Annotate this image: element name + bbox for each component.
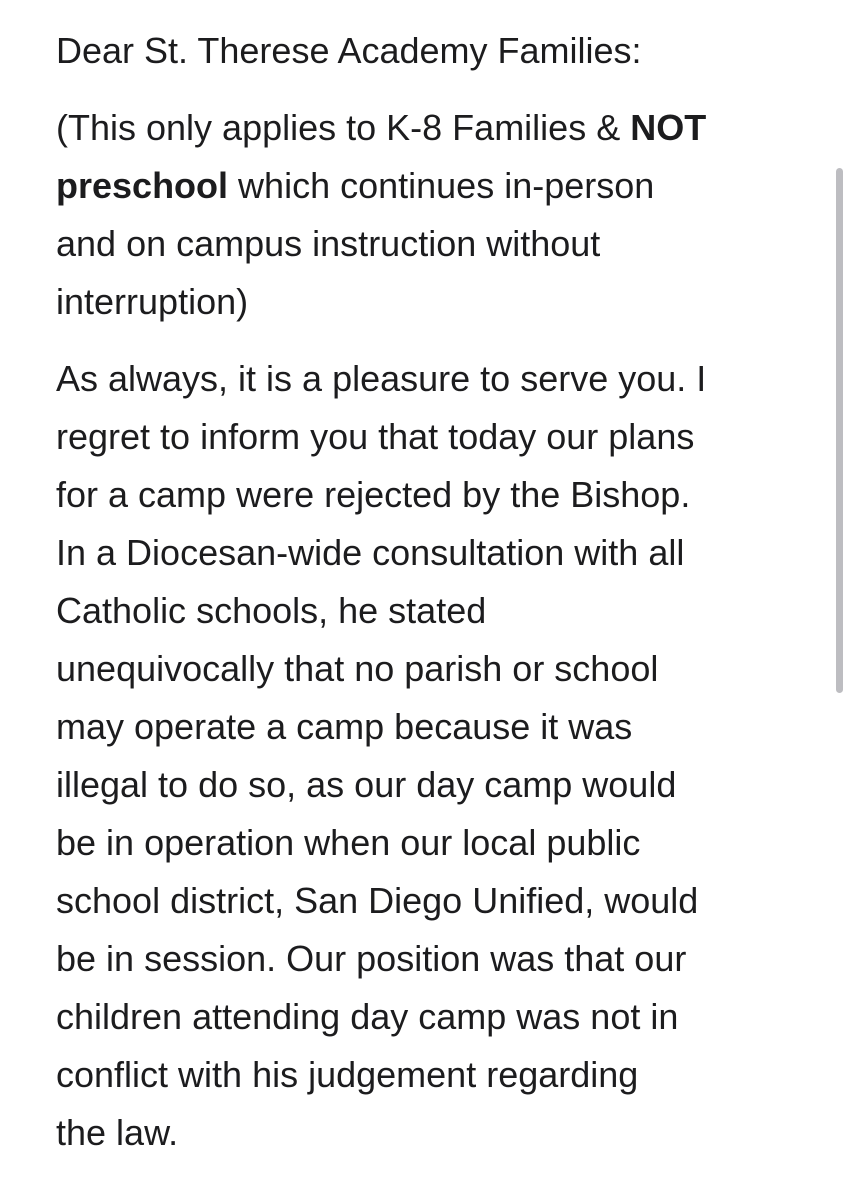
paragraph-line: and on campus instruction without — [56, 223, 601, 264]
paragraph-line: be in operation when our local public — [56, 822, 641, 863]
bold-text-preschool: preschool — [56, 165, 229, 206]
paragraph-line — [56, 157, 816, 215]
paragraph-line: interruption) — [56, 281, 249, 322]
greeting: Dear St. Therese Academy Families: — [56, 30, 642, 71]
letter-body — [56, 0, 816, 1162]
paragraph-line: school district, San Diego Unified, would — [56, 880, 699, 921]
vertical-scrollbar[interactable] — [836, 168, 843, 693]
paragraph-line: unequivocally that no parish or school — [56, 648, 659, 689]
paragraph-line: children attending day camp was not in — [56, 996, 679, 1037]
paragraph-line: for a camp were rejected by the Bishop. — [56, 474, 691, 515]
paragraph-line: the law. — [56, 1112, 179, 1153]
bold-text-not: NOT — [630, 107, 707, 148]
text-run: (This only applies to K-8 Families & — [56, 107, 631, 148]
text-run: which continues in-person — [228, 165, 655, 206]
paragraph-line: regret to inform you that today our plans — [56, 416, 695, 457]
paragraph-line: illegal to do so, as our day camp would — [56, 764, 677, 805]
paragraph-camp-rejection — [56, 350, 816, 1162]
paragraph-line: be in session. Our position was that our — [56, 938, 687, 979]
paragraph-preschool-note — [56, 99, 816, 331]
paragraph-line — [56, 99, 816, 157]
paragraph-line: may operate a camp because it was — [56, 706, 633, 747]
paragraph-line: Catholic schools, he stated — [56, 590, 487, 631]
paragraph-line: conflict with his judgement regarding — [56, 1054, 639, 1095]
paragraph-line: As always, it is a pleasure to serve you. I — [56, 358, 707, 399]
paragraph-line: In a Diocesan-wide consultation with all — [56, 532, 685, 573]
